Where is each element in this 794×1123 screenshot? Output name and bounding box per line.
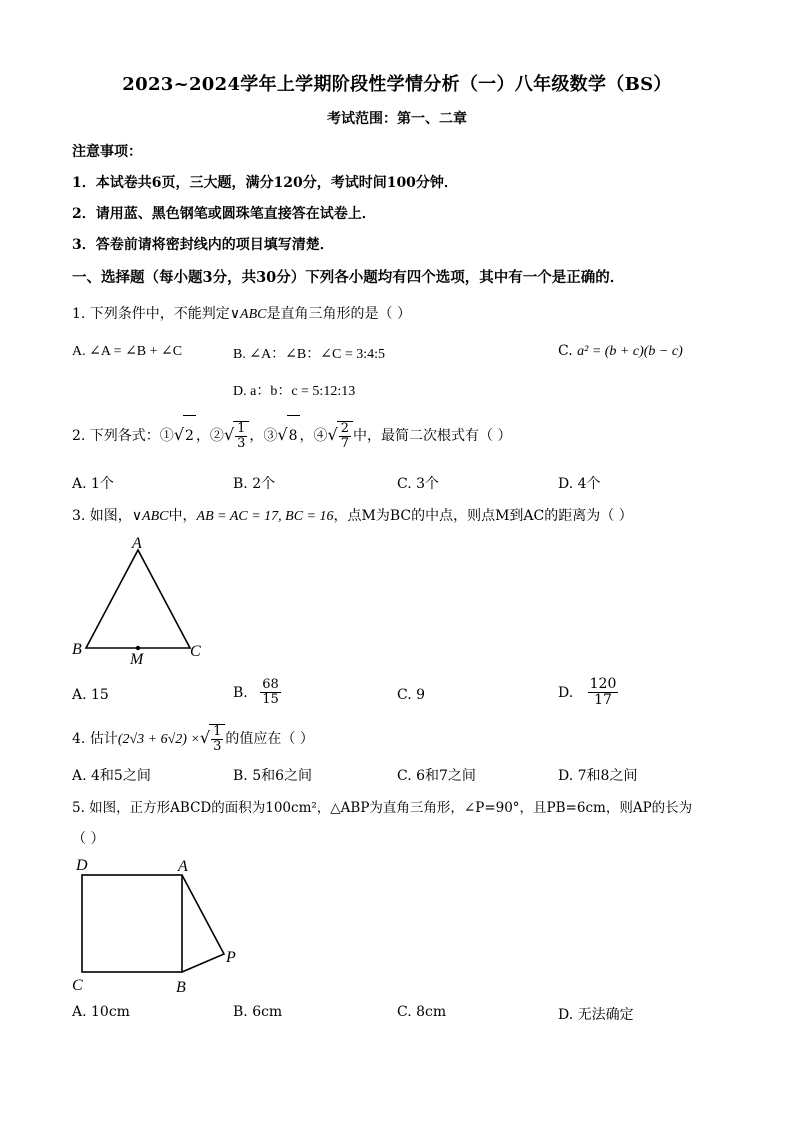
q3-label-b: B (72, 641, 82, 658)
q5-option-a: A. 10cm (72, 1004, 130, 1020)
triangle-abc-shape (86, 550, 190, 648)
section1-heading: 一、选择题（每小题3分，共30分）下列各小题均有四个选项，其中有一个是正确的． (72, 269, 625, 286)
q2-frac-2-num: 2 (340, 420, 350, 436)
q4-frac-num: 1 (213, 723, 222, 739)
q5-label-c: C (72, 977, 83, 994)
q2-frac-2 (337, 421, 353, 452)
q2-stem (72, 415, 511, 456)
q5-label-p: P (226, 949, 236, 966)
q1-option-d: D. a：b：c = 5:12:13 (233, 384, 356, 399)
q3-triangle: ∨ABC (131, 509, 169, 524)
q4-stem (72, 718, 314, 760)
q4-expr: (2√3 + 6√2) × (117, 732, 200, 747)
q5-label-d: D (76, 857, 88, 874)
q2-option-c: C. 3个 (397, 476, 440, 492)
exam-title: 2023~2024学年上学期阶段性学情分析（一）八年级数学（BS） (122, 74, 672, 95)
sqrt-icon: √ (277, 425, 288, 444)
q4-frac (209, 724, 225, 755)
q1-option-c-label: C. (558, 343, 573, 359)
q3-condition: AB = AC = 17, BC = 16 (196, 509, 334, 524)
q3-stem-post: ，点M为BC的中点，则点M到AC的距离为（ ） (333, 508, 633, 524)
q1-option-c (558, 343, 683, 360)
q3-option-d-den: 17 (594, 692, 612, 709)
q3-label-m: M (130, 651, 144, 668)
q3-stem-pre: 3. 如图， (72, 508, 132, 524)
q2-frac-1-den: 3 (237, 436, 246, 451)
q2-root-1: 2 (183, 415, 196, 456)
q3-stem (72, 505, 633, 525)
q5-label-a: A (178, 858, 188, 875)
sqrt-icon: √ (199, 728, 211, 747)
q2-option-d: D. 4个 (558, 476, 601, 492)
q3-option-d (558, 677, 618, 709)
q3-option-b (233, 678, 281, 708)
midpoint-m-dot (136, 646, 140, 650)
q3-option-b-num: 68 (262, 677, 279, 692)
notice-item-3: 3．答卷前请将密封线内的项目填写清楚． (72, 237, 334, 253)
q2-frac-1 (233, 421, 249, 452)
q3-option-b-den: 15 (262, 692, 279, 708)
q4-frac-den: 3 (213, 739, 222, 754)
q5-option-d: D. 无法确定 (558, 1007, 634, 1023)
notice-heading: 注意事项： (72, 144, 142, 160)
q1-stem (72, 303, 411, 323)
sqrt-icon: √ (223, 425, 235, 444)
q5-option-b: B. 6cm (233, 1004, 283, 1020)
q2-stem-pre: 2. 下列各式：① (72, 428, 174, 444)
q3-option-a: A. 15 (72, 687, 109, 703)
q5-square-figure (60, 850, 260, 1000)
q1-stem-post: 是直角三角形的是（ ） (266, 306, 411, 322)
q2-sep-4: ，④ (299, 428, 328, 444)
q3-option-d-num: 120 (589, 676, 617, 692)
q3-label-a: A (132, 535, 142, 552)
q2-frac-2-den: 7 (340, 436, 350, 451)
q4-stem-pre: 4. 估计 (72, 731, 118, 747)
triangle-abp-shape (182, 875, 224, 972)
notice-item-2: 2．请用蓝、黑色钢笔或圆珠笔直接答在试卷上． (72, 206, 376, 222)
square-abcd-shape (82, 875, 182, 972)
q2-option-a: A. 1个 (72, 476, 114, 492)
q1-option-c-expr: a² = (b + c)(b − c) (577, 344, 683, 359)
sqrt-icon: √ (327, 425, 338, 444)
q3-stem-mid: 中， (168, 508, 197, 524)
q3-option-c: C. 9 (397, 687, 426, 703)
q3-option-b-frac (260, 678, 281, 708)
q2-sep-2: ，② (195, 428, 224, 444)
q4-stem-post: 的值应在（ ） (225, 731, 314, 747)
q5-paren: （ ） (72, 831, 105, 847)
q4-option-b: B. 5和6之间 (233, 768, 313, 784)
q2-stem-post: 中，最简二次根式有（ ） (353, 428, 512, 444)
q1-triangle: ∨ABC (229, 307, 267, 322)
sqrt-icon: √ (173, 425, 185, 444)
q3-option-d-frac (588, 677, 619, 709)
q2-option-b: B. 2个 (233, 476, 276, 492)
q2-frac-1-num: 1 (237, 420, 246, 436)
q3-label-c: C (190, 643, 201, 660)
q1-stem-pre: 1. 下列条件中，不能判定 (72, 306, 230, 322)
q1-option-b: B. ∠A：∠B：∠C = 3:4:5 (233, 347, 385, 362)
q4-option-d: D. 7和8之间 (558, 768, 638, 784)
q5-label-b: B (176, 979, 186, 996)
q2-sep-3: ，③ (249, 428, 278, 444)
exam-scope: 考试范围：第一、二章 (327, 111, 467, 127)
q3-option-b-label: B. (233, 684, 248, 701)
q2-root-3: 8 (287, 415, 300, 456)
q3-triangle-figure (60, 530, 220, 670)
notice-item-1: 1．本试卷共6页，三大题，满分120分，考试时间100分钟． (72, 175, 458, 191)
q5-option-c: C. 8cm (397, 1004, 447, 1020)
q5-stem: 5. 如图，正方形ABCD的面积为100cm²，△ABP为直角三角形，∠P=90°，且PB=6cm，则AP的长为 (72, 800, 693, 816)
q4-option-a: A. 4和5之间 (72, 768, 151, 784)
q3-option-d-label: D. (558, 684, 574, 701)
q1-option-a: A. ∠A = ∠B + ∠C (72, 344, 183, 359)
q4-option-c: C. 6和7之间 (397, 768, 476, 784)
